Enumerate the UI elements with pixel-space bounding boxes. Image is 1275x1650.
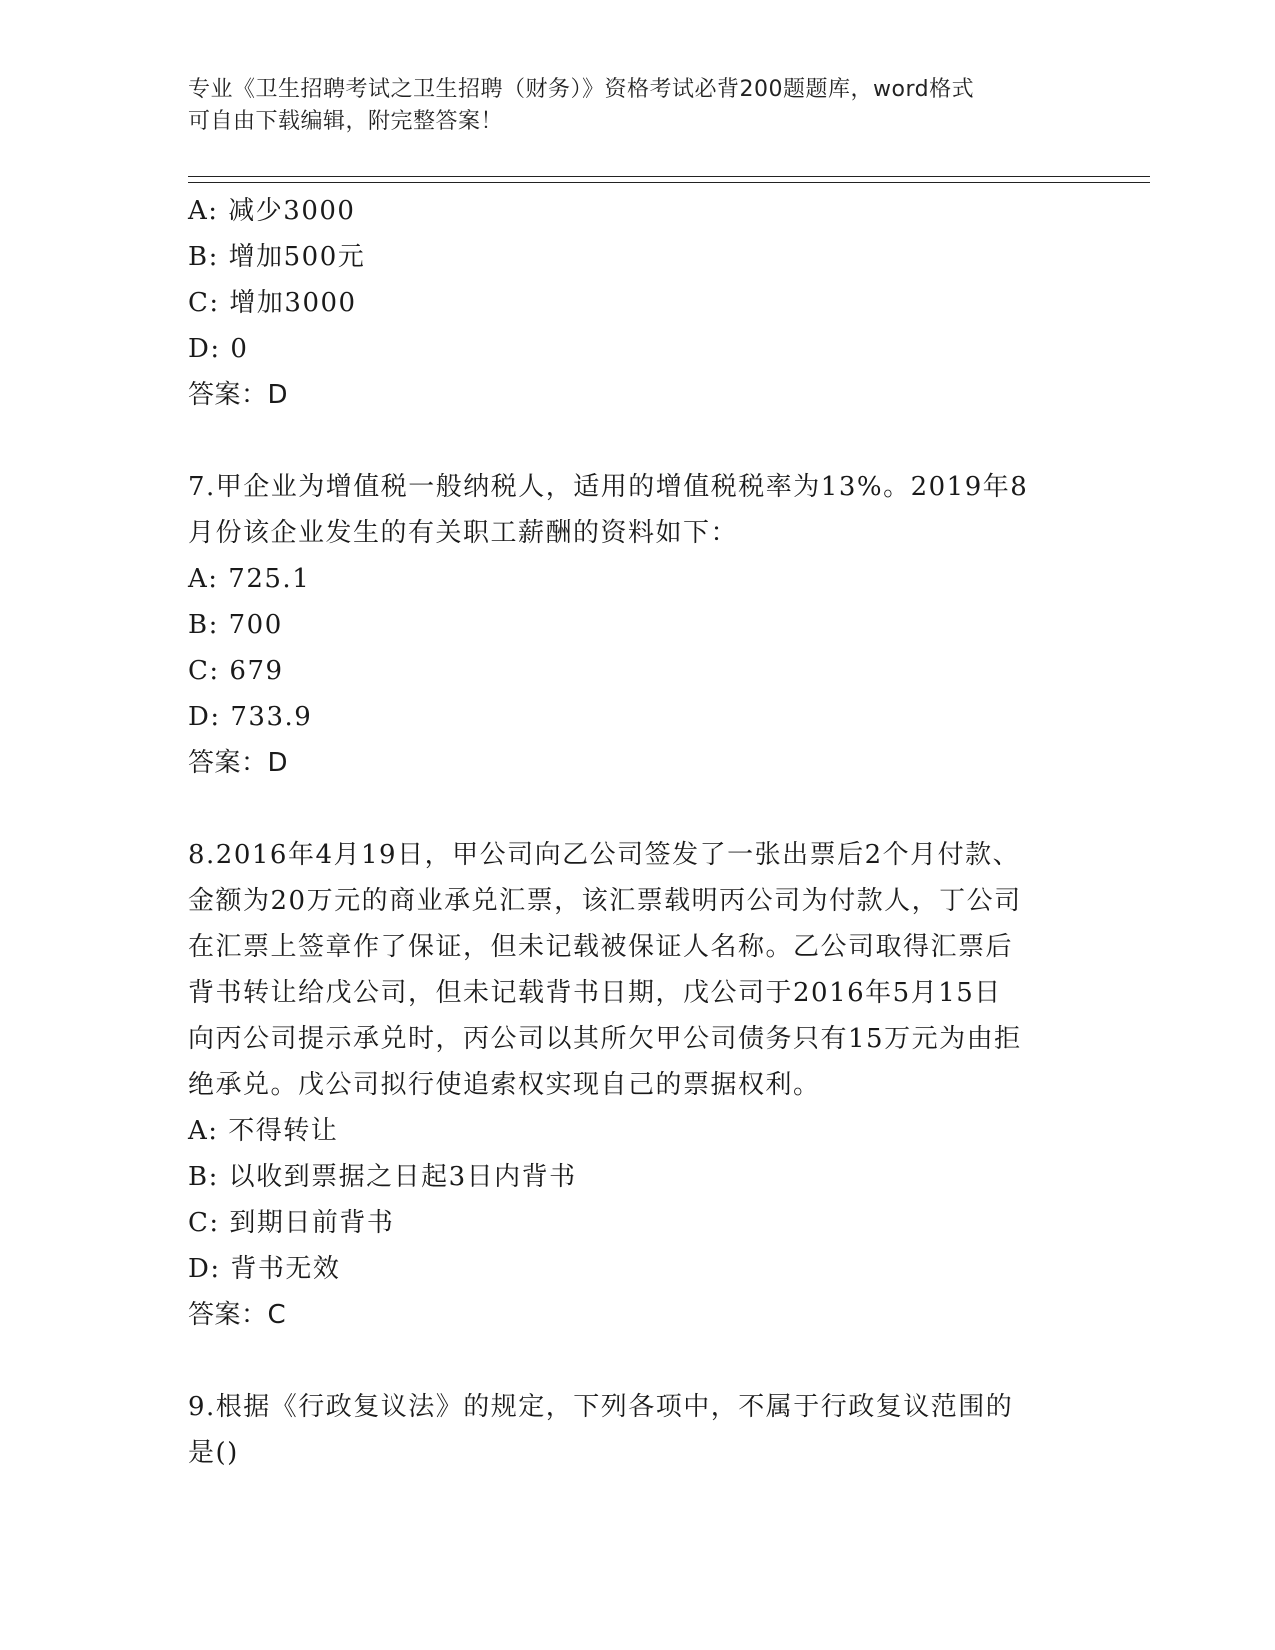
option-a: A: 减少3000	[188, 196, 356, 226]
option-c: C: 679	[188, 656, 284, 686]
option-c: C: 增加3000	[188, 288, 357, 318]
option-d: D: 733.9	[188, 702, 313, 732]
option-c: C: 到期日前背书	[188, 1208, 395, 1238]
page-header	[188, 74, 1068, 138]
answer-line: 答案：D	[188, 748, 289, 778]
option-b: B: 700	[188, 610, 283, 640]
option-a: A: 725.1	[188, 564, 311, 594]
question-6-continued	[188, 188, 1088, 418]
spacer	[188, 1338, 1088, 1384]
question-8	[188, 832, 1088, 1338]
question-7	[188, 464, 1088, 786]
option-b: B: 以收到票据之日起3日内背书	[188, 1162, 577, 1192]
spacer	[188, 418, 1088, 464]
question-text-line: 金额为20万元的商业承兑汇票，该汇票载明丙公司为付款人，丁公司	[188, 886, 1022, 916]
question-text-line: 背书转让给戊公司，但未记载背书日期，戊公司于2016年5月15日	[188, 978, 1002, 1008]
option-d: D: 0	[188, 334, 249, 364]
page-content	[188, 188, 1088, 1476]
spacer	[188, 786, 1088, 832]
option-d: D: 背书无效	[188, 1254, 341, 1284]
question-text-line: 向丙公司提示承兑时，丙公司以其所欠甲公司债务只有15万元为由拒	[188, 1024, 1022, 1054]
header-line-2: 可自由下载编辑，附完整答案！	[188, 109, 504, 134]
question-text-line: 月份该企业发生的有关职工薪酬的资料如下：	[188, 518, 739, 548]
question-text-line: 绝承兑。戊公司拟行使追索权实现自己的票据权利。	[188, 1070, 821, 1100]
question-text-line: 在汇票上签章作了保证，但未记载被保证人名称。乙公司取得汇票后	[188, 932, 1014, 962]
option-b: B: 增加500元	[188, 242, 366, 272]
question-text-line: 8.2016年4月19日，甲公司向乙公司签发了一张出票后2个月付款、	[188, 840, 1021, 870]
question-text-line: 9.根据《行政复议法》的规定，下列各项中，不属于行政复议范围的	[188, 1392, 1014, 1422]
header-line-1: 专业《卫生招聘考试之卫生招聘（财务）》资格考试必背200题题库，word格式	[188, 77, 975, 102]
question-text-line: 是()	[188, 1438, 239, 1468]
header-divider	[188, 176, 1150, 183]
question-9	[188, 1384, 1088, 1476]
option-a: A: 不得转让	[188, 1116, 339, 1146]
answer-line: 答案：D	[188, 380, 289, 410]
answer-line: 答案：C	[188, 1300, 287, 1330]
question-text-line: 7.甲企业为增值税一般纳税人，适用的增值税税率为13%。2019年8	[188, 472, 1029, 502]
